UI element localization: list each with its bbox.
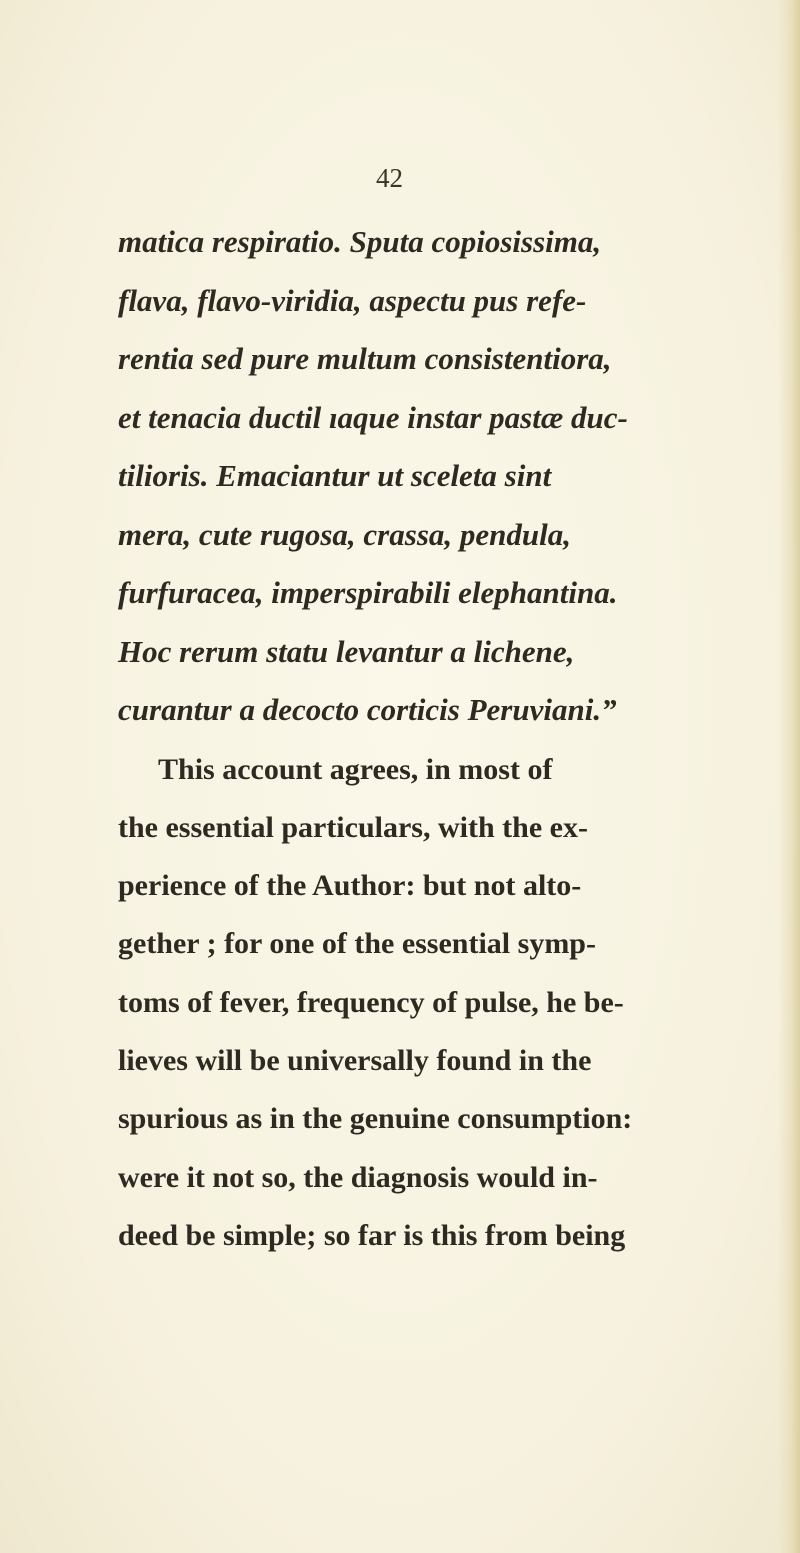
body-line-5: toms of fever, frequency of pulse, he be- bbox=[118, 986, 624, 1019]
latin-line-3: rentia sed pure multum consistentiora, bbox=[118, 341, 612, 376]
page-number: 42 bbox=[376, 163, 403, 193]
body-line-4: gether ; for one of the essential symp- bbox=[118, 927, 596, 960]
body-line-3: perience of the Author: but not alto- bbox=[118, 869, 582, 902]
latin-line-4: et tenacia ductil ıaque instar pastæ duc- bbox=[118, 400, 628, 435]
latin-line-2: flava, flavo-viridia, aspectu pus refe- bbox=[118, 283, 587, 318]
body-line-8: were it not so, the diagnosis would in- bbox=[118, 1161, 598, 1194]
latin-line-7: furfuracea, imperspirabili elephantina. bbox=[118, 575, 618, 610]
latin-line-5: tilioris. Emaciantur ut sceleta sint bbox=[118, 458, 552, 493]
body-line-1: This account agrees, in most of bbox=[158, 753, 553, 786]
latin-line-6: mera, cute rugosa, crassa, pendula, bbox=[118, 517, 571, 552]
body-line-6: lieves will be universally found in the bbox=[118, 1044, 592, 1077]
body-line-2: the essential particulars, with the ex- bbox=[118, 811, 588, 844]
body-line-7: spurious as in the genuine consumption: bbox=[118, 1102, 633, 1135]
page-edge-shading bbox=[778, 0, 800, 1553]
body-line-9: deed be simple; so far is this from being bbox=[118, 1219, 626, 1252]
latin-line-1: matica respiratio. Sputa copiosissima, bbox=[118, 224, 602, 259]
latin-line-9: curantur a decocto corticis Peruviani.” bbox=[118, 692, 617, 727]
latin-line-8: Hoc rerum statu levantur a lichene, bbox=[118, 634, 575, 669]
